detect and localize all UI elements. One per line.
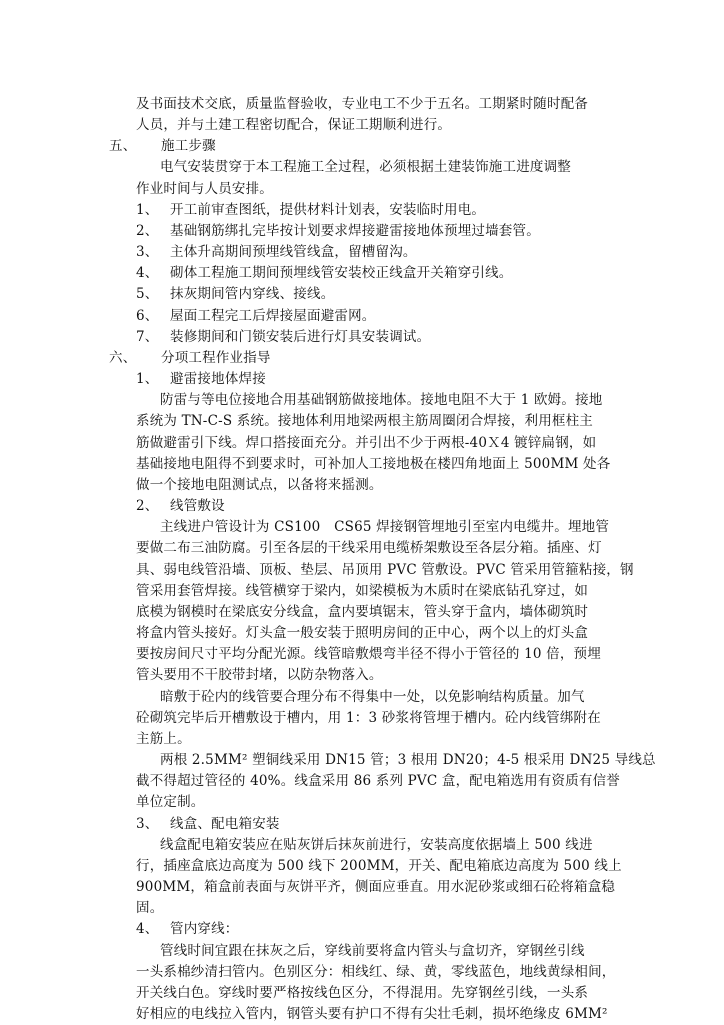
section-heading-5 (109, 136, 216, 157)
subsection-title: 管内穿线： (170, 921, 239, 937)
list-number: 6、 (136, 308, 159, 324)
text-line: 单位定制。 (136, 794, 205, 810)
list-item (136, 284, 334, 305)
list-item (136, 306, 376, 327)
text-line: 主线进户管设计为 CS100 CS65 焊接钢管埋地引至室内电缆井。埋地管 (160, 519, 610, 535)
text-line: 及书面技术交底，质量监督验收，专业电工不少于五名。工期紧时随时配备 (136, 96, 589, 112)
text-line: 暗敷于砼内的线管要合理分布不得集中一处，以免影响结构质量。加气 (160, 689, 585, 705)
section-heading-6 (109, 348, 271, 369)
list-item (136, 221, 540, 242)
section-title: 施工步骤 (161, 138, 216, 154)
text-line: 好相应的电线拉入管内，钢管头要有护口不得有尖壮毛刺，损坏绝缘皮 6MM² (136, 1006, 608, 1022)
text-line: 行，插座盒底边高度为 500 线下 200MM，开关、配电箱底边高度为 500 线上 (136, 858, 622, 874)
subsection-number: 1、 (136, 371, 159, 387)
text-line: 底模为钢模时在梁底安分线盒，盒内要填锯末，管头穿于盒内，墙体砌筑时 (136, 604, 589, 620)
list-text: 抹灰期间管内穿线、接线。 (170, 286, 335, 302)
text-line: 基础接地电阻得不到要求时，可补加人工接地极在楼四角地面上 500MM 处各 (136, 456, 611, 472)
text-line: 两根 2.5MM² 塑铜线采用 DN15 管；3 根用 DN20；4-5 根采用 DN25 导线总 (160, 752, 656, 768)
text-line: 要按房间尺寸平均分配光源。线管暗敷煨弯半径不得小于管径的 10 倍，预埋 (136, 646, 601, 662)
text-line: 砼砌筑完毕后开槽敷设于槽内，用 1：3 砂浆将管埋于槽内。砼内线管绑附在 (136, 710, 601, 726)
list-number: 4、 (136, 265, 159, 281)
text-line: 将盒内管头接好。灯头盒一般安装于照明房间的正中心，两个以上的灯头盒 (136, 625, 589, 641)
text-line: 主筋上。 (136, 731, 191, 747)
text-line: 电气安装贯穿于本工程施工全过程，必须根据土建装饰施工进度调整 (160, 159, 571, 175)
list-item (136, 327, 430, 348)
text-line: 固。 (136, 900, 164, 916)
text-line: 具、弱电线管沿墙、顶板、垫层、吊顶用 PVC 管敷设。PVC 管采用管箍粘接，钢 (136, 562, 634, 578)
list-text: 开工前审查图纸，提供材料计划表，安装临时用电。 (170, 202, 486, 218)
list-text: 基础钢筋绑扎完毕按计划要求焊接避雷接地体预埋过墙套管。 (170, 223, 540, 239)
subsection-title: 线管敷设 (170, 498, 225, 514)
section-title: 分项工程作业指导 (161, 350, 271, 366)
text-line: 900MM，箱盒前表面与灰饼平齐，侧面应垂直。用水泥砂浆或细石砼将箱盒稳 (136, 879, 616, 895)
subsection-title: 线盒、配电箱安装 (170, 816, 280, 832)
list-text: 屋面工程完工后焊接屋面避雷网。 (170, 308, 376, 324)
text-line: 线盒配电箱安装应在贴灰饼后抹灰前进行，安装高度依据墙上 500 线进 (160, 837, 593, 853)
text-line: 管采用套管焊接。线管横穿于梁内，如梁模板为木质时在梁底钻孔穿过，如 (136, 583, 589, 599)
text-line: 要做二布三油防腐。引至各层的干线采用电缆桥架敷设至各层分箱。插座、灯 (136, 540, 602, 556)
subsection-number: 3、 (136, 816, 159, 832)
text-line: 防雷与等电位接地合用基础钢筋做接地体。接地电阻不大于 1 欧姆。接地 (160, 392, 603, 408)
list-item (136, 263, 513, 284)
subsection-heading (136, 919, 239, 940)
subsection-heading (136, 496, 225, 517)
list-text: 装修期间和门锁安装后进行灯具安装调试。 (170, 329, 431, 345)
text-line: 截不得超过管径的 40%。线盒采用 86 系列 PVC 盒，配电箱选用有资质有信誉 (136, 773, 621, 789)
text-line: 一头系棉纱清扫管内。色别区分：相线红、绿、黄，零线蓝色，地线黄绿相间， (136, 964, 616, 980)
list-item (136, 242, 417, 263)
text-line: 作业时间与人员安排。 (136, 181, 273, 197)
text-line: 做一个接地电阻测试点，以备将来摇测。 (136, 477, 383, 493)
text-line: 开关线白色。穿线时要严格按线色区分，不得混用。先穿钢丝引线，一头系 (136, 985, 589, 1001)
text-line: 筋做避雷引下线。焊口搭接面充分。并引出不少于两根-40Ｘ4 镀锌扁钢，如 (136, 435, 597, 451)
list-text: 主体升高期间预埋线管线盒，留槽留沟。 (170, 244, 417, 260)
list-number: 5、 (136, 286, 159, 302)
subsection-number: 4、 (136, 921, 159, 937)
list-text: 砌体工程施工期间预埋线管安装校正线盒开关箱穿引线。 (170, 265, 513, 281)
section-number: 六、 (109, 350, 137, 366)
section-number: 五、 (109, 138, 137, 154)
list-number: 3、 (136, 244, 159, 260)
subsection-heading (136, 369, 266, 390)
list-number: 2、 (136, 223, 159, 239)
subsection-title: 避雷接地体焊接 (170, 371, 266, 387)
text-line: 管线时间宜跟在抹灰之后，穿线前要将盒内管头与盒切齐，穿钢丝引线 (160, 943, 585, 959)
list-number: 7、 (136, 329, 159, 345)
text-line: 人员，并与土建工程密切配合，保证工期顺利进行。 (136, 117, 452, 133)
list-item (136, 200, 485, 221)
list-number: 1、 (136, 202, 159, 218)
subsection-heading (136, 814, 280, 835)
text-line: 系统为 TN-C-S 系统。接地体利用地梁两根主筋周圈闭合焊接，利用框柱主 (136, 413, 593, 429)
text-line: 管头要用不干胶带封堵，以防杂物落入。 (136, 667, 383, 683)
subsection-number: 2、 (136, 498, 159, 514)
